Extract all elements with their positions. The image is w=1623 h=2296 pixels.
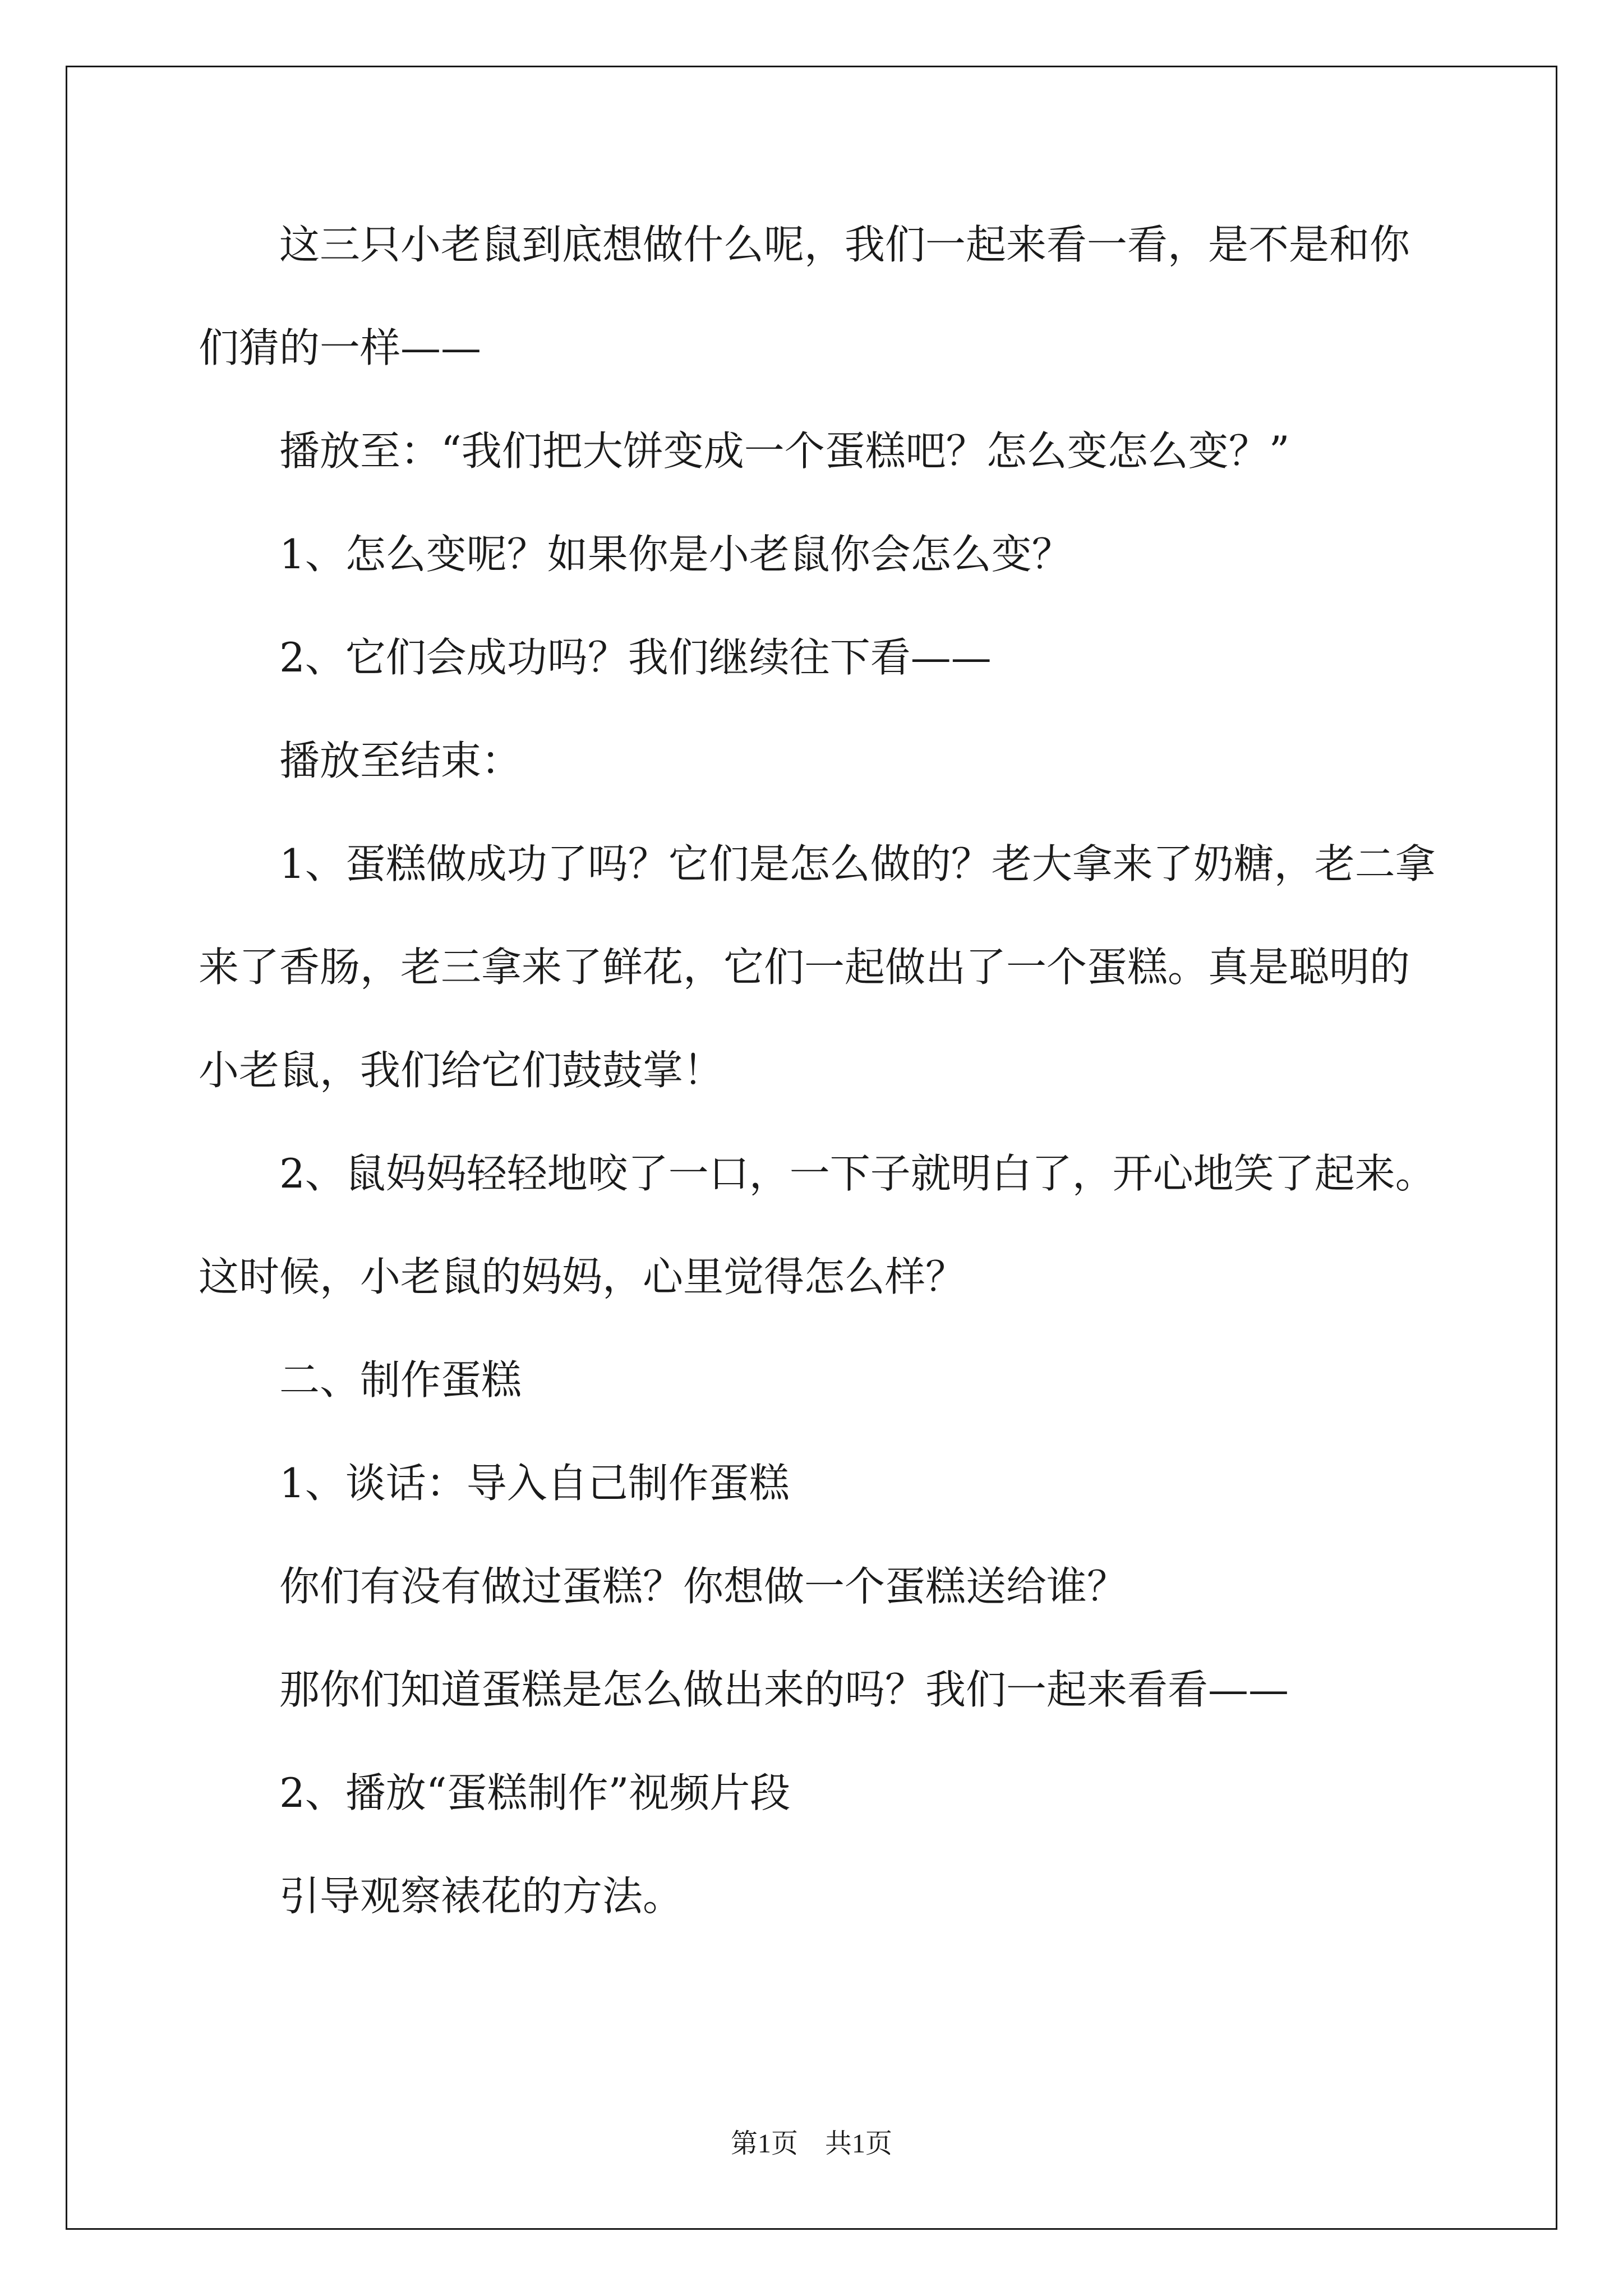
paragraph-line: 这三只小老鼠到底想做什么呢，我们一起来看一看，是不是和你	[279, 221, 1410, 268]
paragraph-line: 1、谈话：导入自己制作蛋糕	[279, 1460, 790, 1507]
paragraph-line: 播放至：“我们把大饼变成一个蛋糕吧？怎么变怎么变？”	[279, 427, 1290, 475]
paragraph-line: 1、怎么变呢？如果你是小老鼠你会怎么变？	[279, 531, 1072, 578]
paragraph-line: 们猜的一样——	[199, 324, 482, 371]
paragraph-line: 2、它们会成功吗？我们继续往下看——	[279, 634, 992, 681]
paragraph-line: 1、蛋糕做成功了吗？它们是怎么做的？老大拿来了奶糖，老二拿	[279, 840, 1436, 887]
paragraph-line: 引导观察裱花的方法。	[279, 1872, 684, 1920]
section-heading: 二、制作蛋糕	[279, 1356, 522, 1404]
paragraph-line: 这时候，小老鼠的妈妈，心里觉得怎么样？	[199, 1253, 966, 1300]
paragraph-line: 你们有没有做过蛋糕？你想做一个蛋糕送给谁？	[279, 1563, 1128, 1610]
paragraph-line: 播放至结束：	[279, 737, 522, 784]
paragraph-line: 2、播放“蛋糕制作”视频片段	[279, 1769, 791, 1816]
paragraph-line: 2、鼠妈妈轻轻地咬了一口，一下子就明白了，开心地笑了起来。	[279, 1150, 1436, 1197]
paragraph-line: 小老鼠，我们给它们鼓鼓掌！	[199, 1047, 724, 1094]
page-footer: 第1页 共1页	[730, 2129, 892, 2159]
paragraph-line: 那你们知道蛋糕是怎么做出来的吗？我们一起来看看——	[279, 1666, 1289, 1713]
paragraph-line: 来了香肠，老三拿来了鲜花，它们一起做出了一个蛋糕。真是聪明的	[199, 944, 1410, 991]
